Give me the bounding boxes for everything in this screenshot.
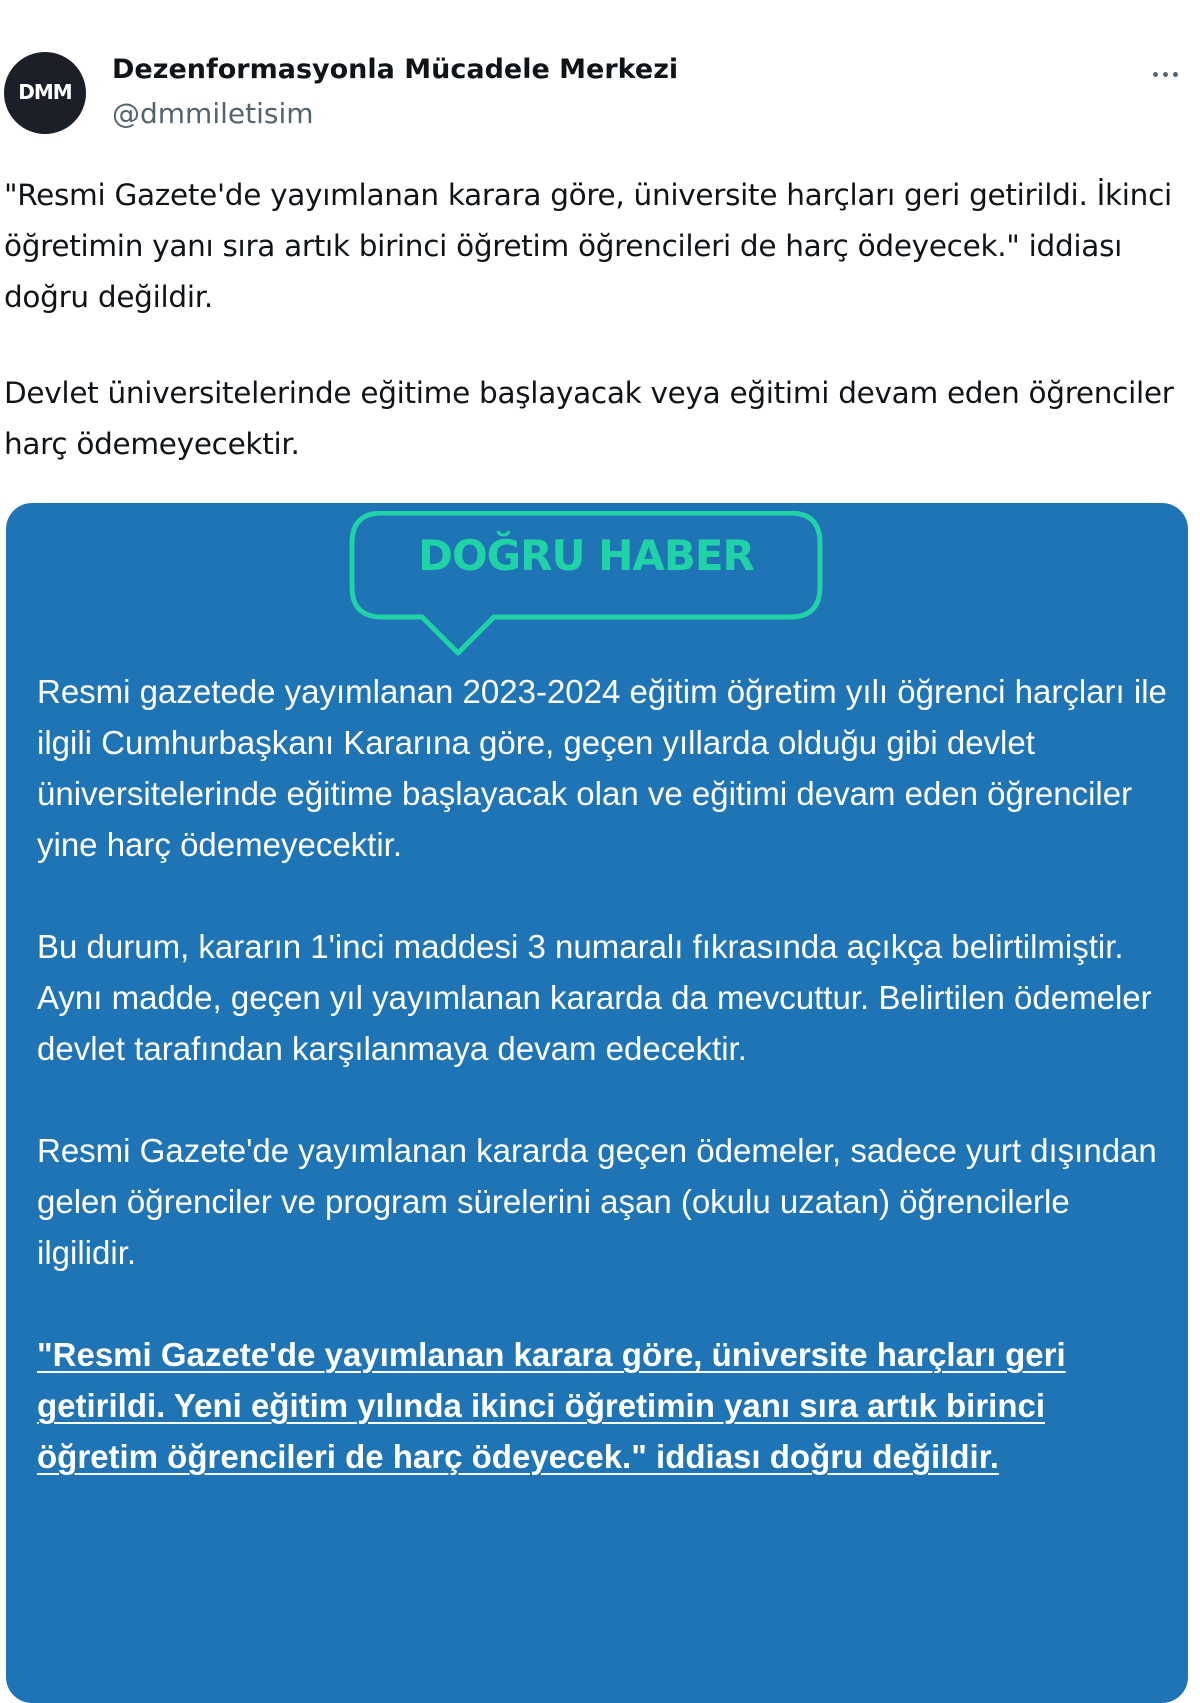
account-handle[interactable]: @dmmiletisim — [112, 97, 314, 130]
more-dot-icon — [1173, 72, 1178, 77]
account-display-name[interactable]: Dezenformasyonla Mücadele Merkezi — [112, 54, 679, 85]
card-paragraph: Resmi gazetede yayımlanan 2023-2024 eğitim öğretim yılı öğrenci harçları ile ilgili Cumhurbaşkanı Kararına göre, geçen yıllarda olduğu gibi devlet üniversitelerinde eğitime başlayacak olan ve eğitimi devam eden öğrenciler yine harç ödemeyecektir. — [37, 673, 1167, 863]
card-body — [37, 666, 1167, 1482]
tweet-paragraph: Devlet üniversitelerinde eğitime başlayacak veya eğitimi devam eden öğrenciler harç ödemeyecektir. — [4, 376, 1174, 461]
avatar-logo-text: DMM — [18, 80, 72, 104]
verdict-badge: DOĞRU HABER — [418, 531, 754, 580]
tweet-text — [4, 170, 1194, 470]
card-paragraph: Resmi Gazete'de yayımlanan kararda geçen ödemeler, sadece yurt dışından gelen öğrenciler ve program sürelerini aşan (okulu uzatan) öğrencilerle ilgilidir. — [37, 1132, 1157, 1271]
card-paragraph: Bu durum, kararın 1'inci maddesi 3 numaralı fıkrasında açıkça belirtilmiştir. Aynı madde, geçen yıl yayımlanan kararda da mevcuttur. Belirtilen ödemeler devlet tarafından karşılanmaya devam edecektir. — [37, 928, 1152, 1067]
more-dot-icon — [1153, 72, 1158, 77]
media-card-image[interactable] — [6, 503, 1188, 1703]
more-options-button[interactable] — [1140, 54, 1190, 94]
avatar[interactable] — [4, 52, 86, 134]
card-claim-emphasis: "Resmi Gazete'de yayımlanan karara göre, üniversite harçları geri getirildi. Yeni eğitim yılında ikinci öğretimin yanı sıra artık birinci öğretim öğrencileri de harç ödeyecek." iddiası doğru değildir. — [37, 1336, 1066, 1475]
tweet-header — [0, 50, 1200, 140]
tweet-paragraph: "Resmi Gazete'de yayımlanan karara göre, üniversite harçları geri getirildi. İkinci öğretimin yanı sıra artık birinci öğretim öğrencileri de harç ödeyecek." iddiası doğru değildir. — [4, 178, 1172, 314]
more-dot-icon — [1163, 72, 1168, 77]
